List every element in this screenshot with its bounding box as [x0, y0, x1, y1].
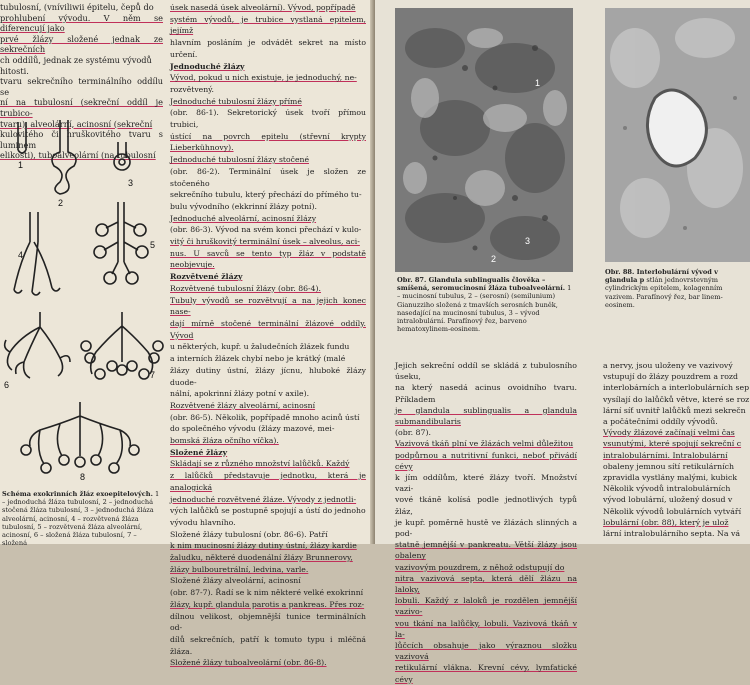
text-line: do společného vývodu (žlázy mazové, mei- — [170, 424, 335, 434]
text-line: zpravidla vystlány malými, kubick — [603, 473, 738, 483]
text-line: (obr. 86-3). Vývod na svém konci přechází v kulo- — [170, 225, 362, 235]
text-line: dílnou velikost, objemnější tunice terminálních od- — [170, 611, 366, 633]
text-line: lobuli. Každý z laloků je rozdělen jemnější vazivo- — [395, 596, 577, 617]
right-column-left-text — [395, 360, 577, 685]
text-line: prohlubení vývodu. V něm se diferencují jako — [0, 12, 163, 34]
compound-tubuloalveolar-gland-drawing — [30, 402, 131, 464]
figure-label-4: 4 — [18, 250, 24, 260]
compound-tubular-gland-drawing — [5, 312, 70, 378]
text-line: úsek nasedá úsek alveolární). Vývod, popřípadě — [170, 3, 356, 12]
figure-86-caption-title: Schéma exokrinních žláz exoepitelových. — [2, 490, 153, 498]
text-line: lární síť uvnitř lalůčků mezi sekrečn — [603, 405, 746, 415]
text-line: tvaru), alveolární, acinosní (sekreční — [0, 118, 153, 129]
micrograph-87-label-1: 1 — [535, 78, 541, 88]
text-line: Vazivová tkáň plní ve žlázách velmi důležitou — [395, 439, 574, 449]
figure-label-3: 3 — [128, 178, 134, 188]
figure-label-7: 7 — [150, 370, 156, 380]
right-page — [375, 0, 750, 684]
text-line: žlázy bulbouretrální, ledvina, varle. — [170, 564, 309, 574]
text-line: (obr. 86-2). Terminální úsek je složen ze stočeného — [170, 166, 366, 188]
text-line: Skládají se z různého množství lalůčků. Každý — [170, 459, 350, 469]
figure-label-1: 1 — [18, 160, 24, 170]
micrograph-figure-88 — [605, 8, 750, 262]
figure-86-caption-text: 1 – jednoduchá žláza tubulosní, 2 – jednoduchá stočená žláza tubulosní, 3 – jednoduchá žláza alveolární, acinosní, 4 – rozvětvená žláza tubulosní, 5 – rozvětvená žláza alveolární, acinosní, 6 – složená žláza tubulosní, 7 – složená — [2, 490, 160, 548]
text-line: elikosti), tuboalveolární (na tubulosní — [0, 150, 156, 161]
text-line: Složené žlázy alveolární, acinosní — [170, 576, 301, 586]
text-line: statně jemnější v pankreatu. Větší žlázy jsou obaleny — [395, 540, 577, 561]
figure-label-8: 8 — [80, 472, 86, 482]
figure-88-caption-title: Obr. 88. Interlobulární vývod v glandula p — [605, 268, 718, 285]
text-line: Několik vývodů intralobulárních — [603, 484, 731, 494]
text-line: prvé žlázy složené jednak ze sekrečních — [0, 33, 163, 55]
text-line: a nervy, jsou uloženy ve vazivový — [603, 361, 733, 370]
text-line: ch oddílů, jednak ze systému vývodů — [0, 54, 152, 65]
text-line: hlavním posláním je odvádět sekret na místo určení. — [170, 38, 366, 59]
micrograph-87-label-2: 2 — [491, 254, 497, 264]
text-line: vitý či hruškovitý terminální úsek – alveolus, aci- — [170, 237, 360, 247]
text-line: dílů sekrečních, patří k tomuto typu i mléčná žláza. — [170, 634, 366, 656]
text-line: vstupují do žlázy pouzdrem a rozd — [603, 372, 739, 382]
text-line: vývodu hlavního. — [170, 517, 236, 527]
micrograph-88-image — [605, 8, 750, 262]
micrograph-87-label-3: 3 — [525, 236, 531, 246]
section-heading: Rozvětvené žlázy — [170, 272, 243, 282]
text-line: a interních žlázek chybí nebo je krátký (malé — [170, 354, 346, 364]
text-line: vou tkání na lalůčky, lobuli. Vazivová tkáň v la- — [395, 618, 577, 639]
text-line: lární intralobulárního septa. Na vá — [603, 529, 741, 539]
text-line: kulovitého či hruškovitého tvaru s luminem — [0, 129, 163, 150]
text-line: Několik vývodů lobulárních vytváří — [603, 506, 742, 516]
left-column-main-text — [170, 2, 366, 669]
text-line: nus. U savců se tento typ žláz v podstatě neobjevuje. — [170, 248, 366, 270]
figure-87-caption-text: 1 – mucinosní tubulus, 2 – (serosní) (semilunium) Gianuzziho složená z tmavších serosních buněk, nasedající na mucinosní tubulus, 3 – vývod intralobulární. Parafínový řez, barveno hematoxylinem-eosinem. — [397, 284, 572, 334]
text-line: k jím oddílům, které žlázy tvoří. Množství vazi- — [395, 473, 577, 494]
text-line: tvaru sekrečního terminálního oddílu se — [0, 76, 163, 97]
text-line: vysílají do lalůčků větve, které se roz — [603, 394, 750, 404]
text-line: Rozvětvené tubulosní žlázy (obr. 86-4). — [170, 283, 321, 293]
micrograph-87-image — [395, 8, 573, 272]
text-line: vové tkáně kolísá podle jednotlivých typů žláz, — [395, 495, 577, 516]
text-line: na který nasedá acinus ovoidního tvaru. Příkladem — [395, 383, 577, 404]
text-line: a počátečními oddíly vývodů. — [603, 417, 718, 427]
text-line: retikulární vlákna. Krevní cévy, lymfatické cévy — [395, 663, 577, 684]
figure-label-2: 2 — [58, 198, 64, 208]
text-line: (obr. 86-1). Sekretorický úsek tvoří přímou trubici, — [170, 108, 366, 130]
text-line: Tubuly vývodů se rozvětvují a na jejich konec nase- — [170, 295, 366, 317]
gland-schematic-figure — [0, 112, 165, 482]
text-line: z lalůčků představuje jednotku, která je analogická — [170, 471, 366, 492]
text-line: k nim mucinosní žlázy dutiny ústní, žlázy kardie — [170, 541, 357, 551]
text-line: vsunutými, které spojují sekreční c — [603, 439, 742, 449]
text-line: jednoduché rozvětvené žláze. Vývody z jednotli- — [170, 494, 357, 504]
text-line: vých lalůčků se postupně spojují a ústí do jednoho — [170, 506, 366, 516]
text-line: (obr. 87-7). Řadí se k nim některé velké exokrinní — [170, 588, 364, 598]
text-line: Rozvětvené žlázy alveolární, acinosní — [170, 400, 316, 410]
text-line: tubulosní, (vníviliwii épitelu, čepů do — [0, 2, 154, 12]
text-line: obaleny jemnou sítí retikulárních — [603, 461, 735, 471]
text-line: Vývod, pokud u nich existuje, je jednoduchý, ne- — [170, 73, 357, 83]
text-line: nální, apokrinní žlázy potní v axile). — [170, 389, 310, 399]
text-line: interlobárních a interlobulárních sep — [603, 383, 750, 393]
text-line: hitosti. — [0, 65, 29, 76]
text-line: Jednoduché tubulosní žlázy stočené — [170, 155, 309, 165]
text-line: systém vývodů, je trubice vystlaná epitelem, jejímž — [170, 14, 366, 36]
text-line: žlázy dutiny ústní, žlázy jícnu, hluboké žlázy duode- — [170, 365, 366, 387]
text-line: intralobulárními. Intralobulární — [603, 450, 728, 460]
text-line: lobulární (obr. 88), který je ulož — [603, 517, 729, 527]
text-line: Složené žlázy tubulosní (obr. 86-6). Patří — [170, 529, 328, 539]
text-line: u některých, kupř. u žaludečních žlázek fundu — [170, 342, 350, 352]
acinus-drawing — [114, 154, 130, 170]
figure-86-caption — [2, 490, 162, 547]
text-line: vazivovým pouzdrem, z něhož odstupují do — [395, 562, 565, 572]
text-line: ní na tubulosní (sekreční oddíl je trubico- — [0, 97, 163, 118]
section-heading: Složené žlázy — [170, 447, 228, 457]
text-line: žlázy, kupř. glandula parotis a pankreas. Přes roz- — [170, 599, 365, 609]
text-line: (obr. 86-5). Několik, popřípadě mnoho acinů ústí — [170, 412, 360, 422]
text-line: je glandula sublingualis a glandula submandibularis — [395, 405, 577, 427]
coiled-tubular-gland-drawing — [52, 120, 76, 194]
right-column-right-text — [603, 360, 750, 539]
text-line: lůčcích obsahuje jako výraznou složku vazivová — [395, 641, 577, 662]
section-heading: Jednoduché žlázy — [170, 61, 245, 71]
text-line: Vývody žlázové začínají velmi čas — [603, 428, 735, 438]
alveolar-gland-drawing — [118, 142, 126, 158]
text-line: podpůrnou a nutritivní funkci, neboť přivádí cévy — [395, 450, 577, 471]
text-line: žaludku, některé duodenální žlázy Brunnerovy, — [170, 553, 353, 563]
figure-87-caption-title: Obr. 87. Glandula sublingualis člověka – smíšená, seromucinosní žláza tuboalveolární. — [397, 276, 566, 293]
left-page — [0, 0, 375, 668]
text-line: Jednoduché alveolární, acinosní žlázy — [170, 213, 317, 223]
text-line: dají mírně stočené terminální žlázové oddíly. Vývod — [170, 318, 366, 340]
text-line: bulu vývodního (ekkrinní žlázy potní). — [170, 201, 317, 211]
figure-87-caption — [397, 276, 573, 333]
text-line: Jednoduché tubulosní žlázy přímé — [170, 96, 302, 106]
branched-alveolar-gland-drawing — [104, 202, 138, 274]
text-line: Jejich sekreční oddíl se skládá z tubulosního úseku, — [395, 361, 577, 382]
text-line: Složené žlázy tuboalveolární (obr. 86-8). — [170, 658, 327, 668]
figure-88-caption — [605, 268, 750, 309]
text-line: ústící na povrch epitelu (střevní krypty Lieberkühnovy). — [170, 131, 366, 153]
simple-tubular-gland-drawing — [18, 122, 26, 153]
text-line: sekrečního tubulu, který přechází do přímého tu- — [170, 190, 362, 200]
text-line: vývod lobulární, uložený dosud v — [603, 495, 733, 505]
figure-88-caption-text: stlán jednovrstevným cylindrickým epitelem, kolagenním vazivem. Parafínový řez, bar linem-eosinem. — [605, 276, 723, 309]
text-line: rozvětvený. — [170, 84, 214, 94]
text-line: bomská žláza očního víčka). — [170, 436, 279, 446]
text-line: je kupř. poměrně hustě ve žlázách slinných a pod- — [395, 517, 577, 539]
figure-label-6: 6 — [4, 380, 10, 390]
text-line: nitra vazivová septa, která dělí žlázu na laloky, — [395, 573, 577, 595]
text-line: (obr. 87). — [395, 428, 431, 438]
micrograph-figure-87 — [395, 8, 573, 272]
figure-label-5: 5 — [150, 240, 156, 250]
